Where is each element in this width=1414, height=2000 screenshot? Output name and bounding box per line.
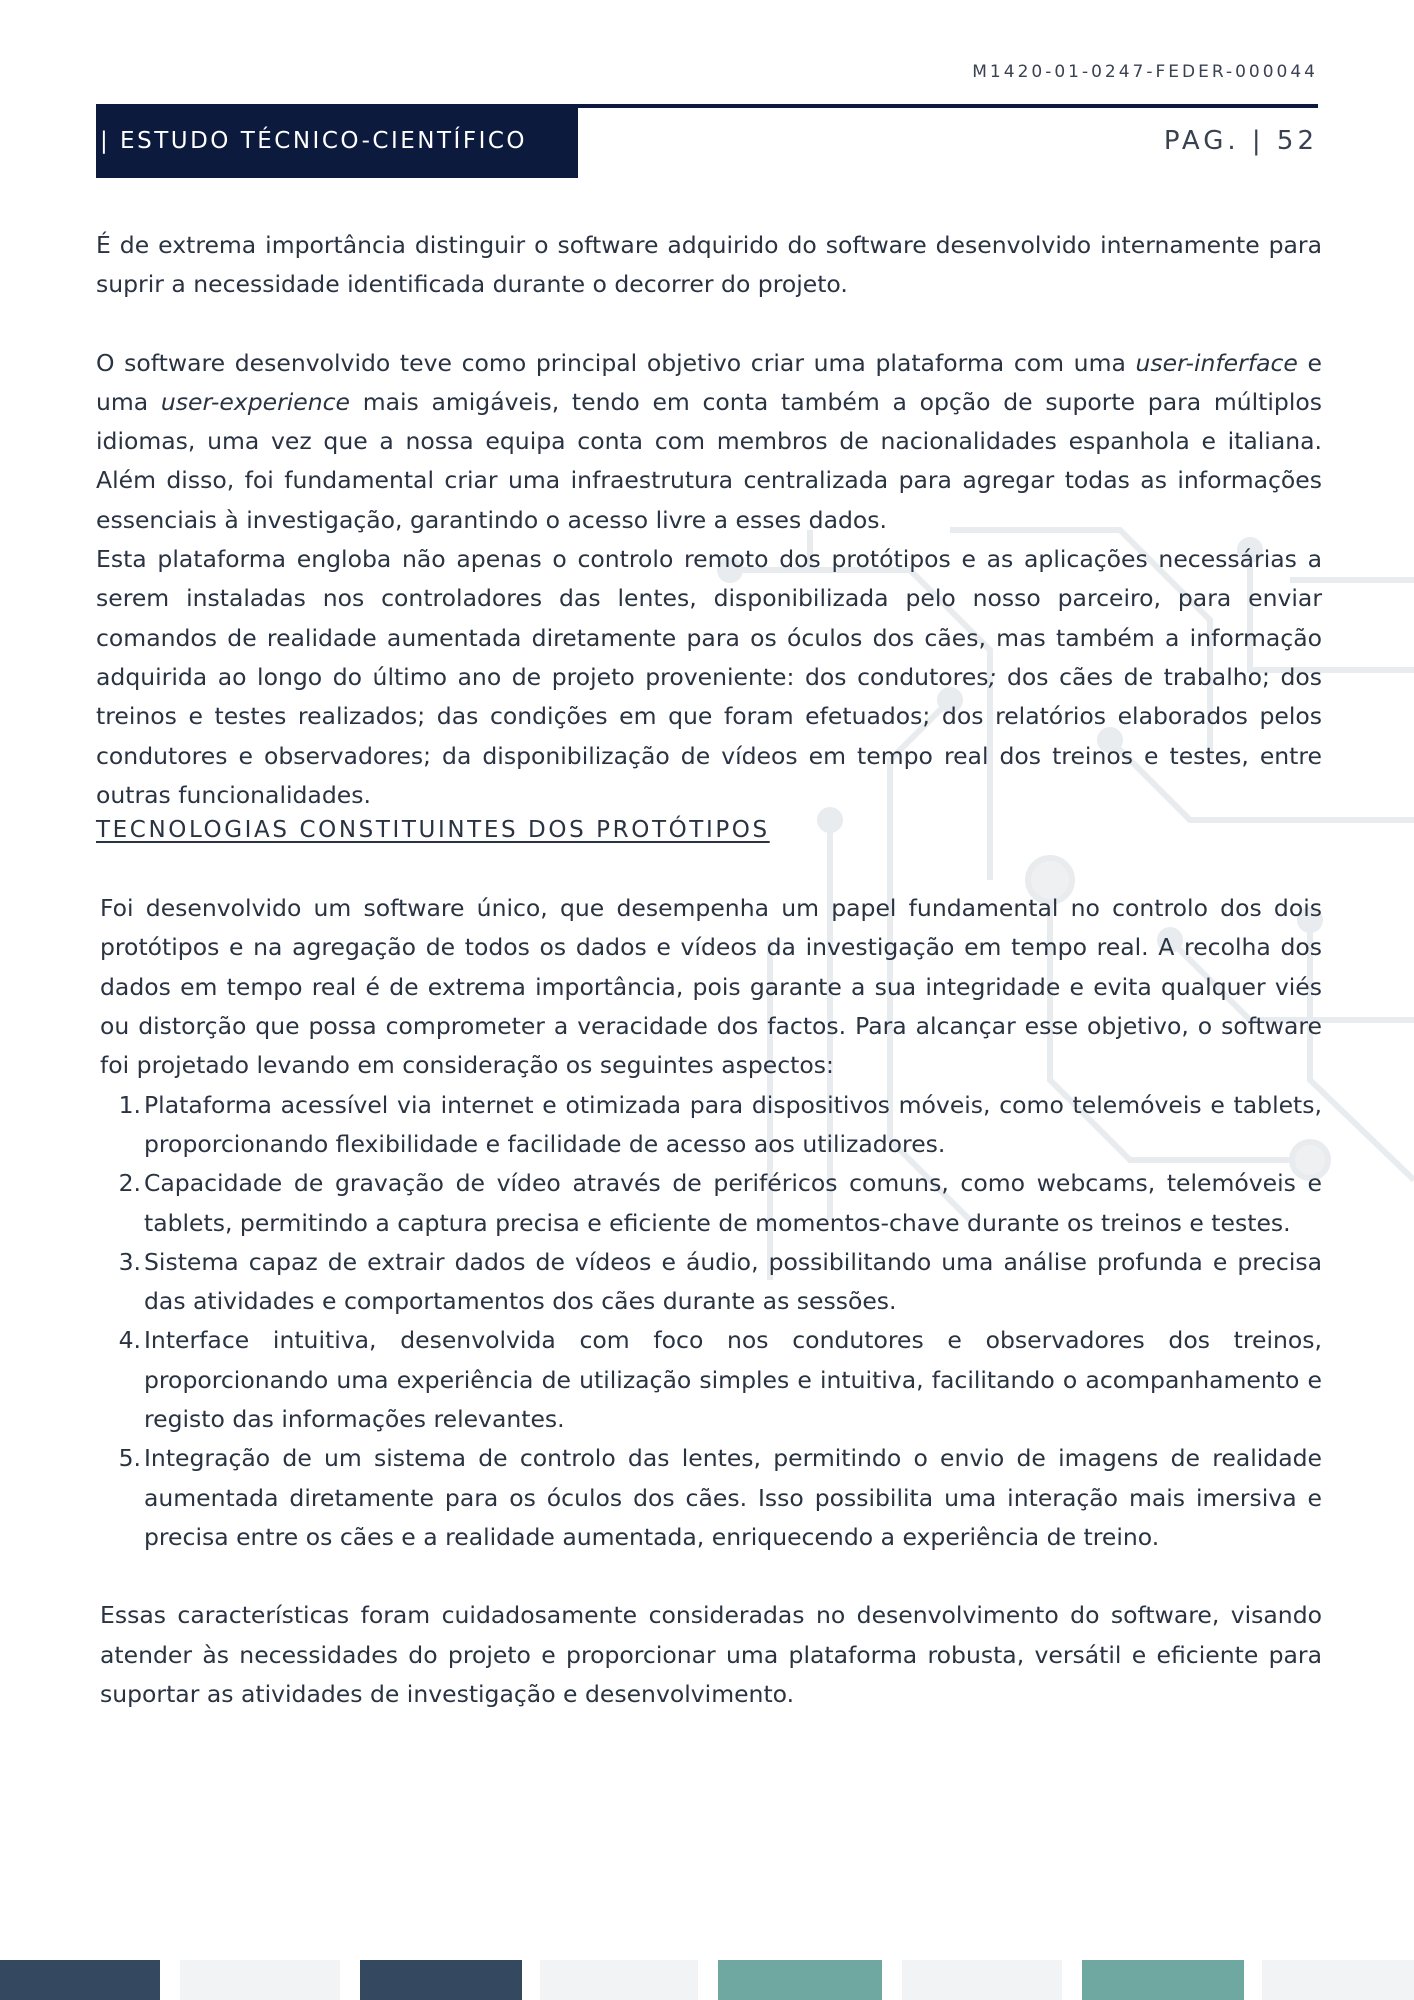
section-header-label: | ESTUDO TÉCNICO-CIENTÍFICO xyxy=(96,104,578,178)
list-item xyxy=(100,1164,1322,1243)
footer-block-teal xyxy=(1082,1960,1244,2000)
list-item-text: Sistema capaz de extrair dados de vídeos e áudio, possibilitando uma análise profunda e precisa das atividades e comportamentos dos cães durante as sessões. xyxy=(144,1247,1322,1316)
document-body xyxy=(96,226,1322,1714)
list-item-number: 5. xyxy=(118,1444,141,1473)
list-item-number: 2. xyxy=(118,1169,141,1198)
list-item xyxy=(100,1439,1322,1557)
footer-block-light xyxy=(902,1960,1062,2000)
paragraph-4: Foi desenvolvido um software único, que desempenha um papel fundamental no controlo dos dois protótipos e na agregação de todos os dados e vídeos da investigação em tempo real. A recolha dos dados em tempo real é de extrema importância, pois garante a sua integridade e evita qualquer viés ou distorção que possa comprometer a veracidade dos factos. Para alcançar esse objetivo, o software foi projetado levando em consideração os seguintes aspectos: xyxy=(100,894,1322,1080)
paragraph-2-em-user-experience: user-experience xyxy=(160,387,351,416)
paragraph-2 xyxy=(96,344,1322,540)
paragraph-2-text-a: O software desenvolvido teve como principal objetivo criar uma plataforma com uma xyxy=(96,348,1136,377)
list-item-number: 3. xyxy=(118,1247,141,1276)
aspects-list xyxy=(96,1086,1322,1558)
list-item xyxy=(100,1243,1322,1322)
list-item-number: 1. xyxy=(118,1090,141,1119)
paragraph-1: É de extrema importância distinguir o software adquirido do software desenvolvido internamente para suprir a necessidade identificada durante o decorrer do projeto. xyxy=(96,231,1322,299)
paragraph-2-em-user-interface: user-inferface xyxy=(1135,348,1298,377)
list-item xyxy=(100,1321,1322,1439)
paragraph-2-text-c: mais amigáveis, tendo em conta também a opção de suporte para múltiplos idiomas, uma vez que a nossa equipa conta com membros de nacionalidades espanhola e italiana. Além disso, foi fundamental criar uma infraestrutura centralizada para agregar todas as informações essenciais à investigação, garantindo o acesso livre a esses dados. xyxy=(96,387,1322,534)
list-item xyxy=(100,1086,1322,1165)
footer-block-light xyxy=(180,1960,340,2000)
footer-block-dark xyxy=(0,1960,160,2000)
paragraph-2-text-b: e uma xyxy=(96,348,1322,416)
paragraph-5: Essas características foram cuidadosamente consideradas no desenvolvimento do software, visando atender às necessidades do projeto e proporcionar uma plataforma robusta, versátil e eficiente para suportar as atividades de investigação e desenvolvimento. xyxy=(100,1601,1322,1708)
list-item-text: Integração de um sistema de controlo das lentes, permitindo o envio de imagens de realidade aumentada diretamente para os óculos dos cães. Isso possibilita uma interação mais imersiva e precisa entre os cães e a realidade aumentada, enriquecendo a experiência de treino. xyxy=(144,1444,1322,1551)
footer-color-bar xyxy=(0,1960,1414,2000)
section-title: TECNOLOGIAS CONSTITUINTES DOS PROTÓTIPOS xyxy=(96,817,770,844)
list-item-text: Interface intuitiva, desenvolvida com foco nos condutores e observadores dos treinos, proporcionando uma experiência de utilização simples e intuitiva, facilitando o acompanhamento e registo das informações relevantes. xyxy=(144,1326,1322,1434)
paragraph-3-text-a: Esta plataforma engloba não apenas o controlo remoto dos protótipos e as aplicações necessárias a serem instaladas nos controladores das lentes, disponibilizada pelo nosso parceiro, para enviar comandos de realidade aumentada diretamente para os óculos dos cães, mas também a informação adquirida ao longo do último ano de projeto proveniente: dos condutores xyxy=(96,545,1322,691)
list-item-text: Plataforma acessível via internet e otimizada para dispositivos móveis, como telemóveis e tablets, proporcionando flexibilidade e facilidade de acesso aos utilizadores. xyxy=(144,1090,1322,1158)
footer-block-light xyxy=(540,1960,698,2000)
project-code: M1420-01-0247-FEDER-000044 xyxy=(972,62,1318,82)
footer-block-dark xyxy=(360,1960,522,2000)
list-item-number: 4. xyxy=(118,1326,141,1355)
paragraph-3 xyxy=(96,540,1322,815)
paragraph-3-em-semicolon: ; xyxy=(988,662,997,691)
list-item-text: Capacidade de gravação de vídeo através de periféricos comuns, como webcams, telemóveis e tablets, permitindo a captura precisa e eficiente de momentos-chave durante os treinos e testes. xyxy=(144,1169,1322,1237)
footer-block-light xyxy=(1262,1960,1414,2000)
paragraph-3-text-b: dos cães de trabalho; dos treinos e testes realizados; das condições em que foram efetuados; dos relatórios elaborados pelos condutores e observadores; da disponibilização de vídeos em tempo real dos treinos e testes, entre outras funcionalidades. xyxy=(96,662,1323,809)
footer-block-teal xyxy=(718,1960,882,2000)
page-number: PAG. | 52 xyxy=(1163,126,1318,156)
